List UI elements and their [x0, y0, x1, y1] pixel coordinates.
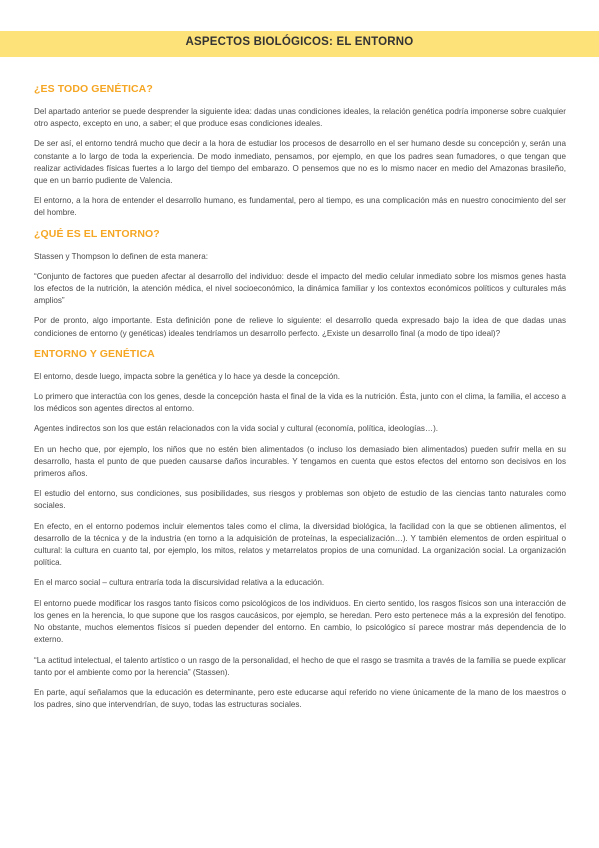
paragraph: En el marco social – cultura entraría toda la discursividad relativa a la educación. — [34, 578, 325, 588]
section-heading-es-todo-genetica: ¿ES TODO GENÉTICA? — [34, 83, 153, 95]
paragraph: En un hecho que, por ejemplo, los niños que no estén bien alimentados (o incluso los demasiado bien alimentados) pueden sufrir mella en su desarrollo, hasta el punto de que pueden causarse daños incurables. Y tengamos en cuenta que estos efectos del entorno son decisivos en los primeros años. — [34, 444, 566, 479]
paragraph: El entorno, desde luego, impacta sobre la genética y lo hace ya desde la concepción. — [34, 371, 340, 381]
paragraph: Lo primero que interactúa con los genes, desde la concepción hasta el final de la vida es la nutrición. Ésta, junto con el clima, la familia, el acceso a los médicos son agentes directos al entorno. — [34, 392, 566, 414]
paragraph: Por de pronto, algo importante. Esta definición pone de relieve lo siguiente: el desarrollo queda expresado bajo la idea de que dadas unas condiciones de entorno (y genéticas) ideales tendríamos un desarrollo perfecto. ¿Existe un desarrollo final (a modo de tipo ideal)? — [34, 316, 566, 338]
paragraph: El entorno, a la hora de entender el desarrollo humano, es fundamental, pero al tiempo, es una complicación más en nuestro conocimiento del ser del hombre. — [34, 196, 566, 218]
document-body — [34, 83, 566, 711]
paragraph: El entorno puede modificar los rasgos tanto físicos como psicológicos de los individuos. En cierto sentido, los rasgos físicos son una interacción de los genes en la herencia, lo que supone que los rasgos caucásicos, por ejemplo, se heredan. Pero esto pertenece más a la expresión del fenotipo. No obstante, muchos elementos físicos sí pueden depender del entorno. En cambio, lo psicológico sí parece mostrar más dependencia de lo externo. — [34, 598, 566, 645]
page-title: ASPECTOS BIOLÓGICOS: EL ENTORNO — [185, 36, 414, 48]
paragraph: Agentes indirectos son los que están relacionados con la vida social y cultural (economía, política, ideologías…). — [34, 424, 439, 434]
quote-paragraph: “Conjunto de factores que pueden afectar al desarrollo del individuo: desde el impacto del medio celular inmediato sobre los mismos genes hasta los efectos de la nutrición, la atención médica, el nivel socioeconómico, la dinámica familiar y los contextos económicos políticos y culturales más amplios” — [34, 271, 566, 306]
section-heading-entorno-y-genetica: ENTORNO Y GENÉTICA — [34, 347, 155, 360]
paragraph: Stassen y Thompson lo definen de esta manera: — [34, 251, 208, 261]
paragraph: De ser así, el entorno tendrá mucho que decir a la hora de estudiar los procesos de desarrollo en el ser humano desde su concepción y, serán una constante a lo largo de toda la experiencia. De modo inmediato, pensamos, por ejemplo, en que los padres sean fumadores, o que tengan que realizar actividades físicas fuertes a lo largo del tiempo del embarazo. O pensemos que no es lo mismo nacer en medio del Amazonas brasileño, que en un barrio pudiente de Valencia. — [34, 139, 566, 186]
title-banner — [0, 31, 599, 57]
paragraph: En parte, aquí señalamos que la educación es determinante, pero este educarse aquí referido no viene únicamente de la mano de los maestros o los padres, sino que intervendrían, de suyo, todas las estructuras sociales. — [34, 687, 566, 710]
section-heading-que-es-el-entorno: ¿QUÉ ES EL ENTORNO? — [34, 227, 160, 240]
paragraph: Del apartado anterior se puede desprender la siguiente idea: dadas unas condiciones ideales, la relación genética podría imponerse sobre cualquier otro aspecto, excepto en uno, a saber; el que produce esas condiciones ideales. — [34, 107, 566, 129]
paragraph: El estudio del entorno, sus condiciones, sus posibilidades, sus riesgos y problemas son objeto de estudio de las ciencias tanto naturales como sociales. — [34, 489, 566, 511]
quote-paragraph: “La actitud intelectual, el talento artístico o un rasgo de la personalidad, el hecho de que el rasgo se trasmita a través de la familia se puede explicar tanto por el ambiente como por la herencia” (Stassen). — [34, 655, 566, 677]
paragraph: En efecto, en el entorno podemos incluir elementos tales como el clima, la diversidad biológica, la facilidad con la que se obtienen alimentos, el desarrollo de la técnica y de la industria (en torno a la adquisición de proteínas, la especialización…). Y también elementos de orden espiritual o cultural: la cultura en cuanto tal, por ejemplo, los mitos, relatos y metarrelatos propios de una comunidad. La organización social. La organización política. — [34, 521, 566, 568]
